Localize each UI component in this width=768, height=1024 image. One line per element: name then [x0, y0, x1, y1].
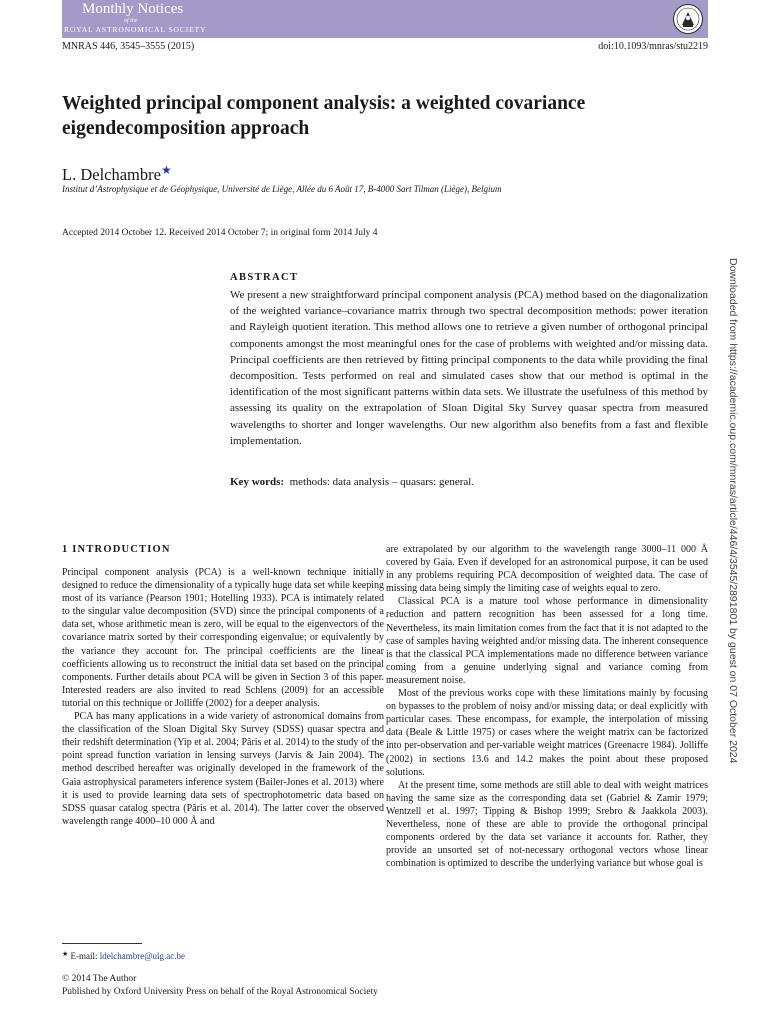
abstract-text: We present a new straightforward principal component analysis (PCA) method based on the diagonalization of the weighted variance–covariance matrix through two spectral decomposition methods: power iteration and Rayleigh quotient iteration. This method allows one to retrieve a given number of orthogonal principal components amongst the most meaningful ones for the case of problems with weighted and/or missing data. Principal coefficients are then retrieved by fitting principal components to the data while providing the final decomposition. Tests performed on real and simulated cases show that our method is optimal in the identification of the most significant patterns within data sets. We illustrate the usefulness of this method by assessing its quality on the extrapolation of Sloan Digital Sky Survey quasar spectra from measured wavelengths to shorter and longer wavelengths. Our new algorithm also benefits from a fast and flexible implementation.	[230, 289, 708, 447]
footnote	[62, 949, 185, 962]
citation: MNRAS 446, 3545–3555 (2015)	[62, 41, 195, 52]
paragraph: At the present time, some methods are still able to deal with weight matrices having the same size as the corresponding data set (Gabriel & Zamir 1979; Wentzell et al. 1997; Tipping & Bishop 1999; Srebro & Jaakkola 2003). Nevertheless, none of these are able to provide the orthogonal principal components ordered by the data set variance it accounts for. Rather, they provide an unsorted set of not-necessary orthogonal vectors whose linear combination is optimized to describe the underlying variance but whose goal is	[386, 779, 708, 870]
paragraph: Most of the previous works cope with these limitations mainly by focusing on bypasses to the problem of noisy and/or missing data; or deal explicitly with particular cases. These encompass, for example, the interpolation of missing data (Beale & Little 1975) or cases where the weight matrix can be factorized into per-observation and per-variable weight matrices (Greenacre 1984). Jolliffe (2002) in sections 13.6 and 14.2 makes the point about these proposed solutions.	[386, 688, 708, 778]
download-note: Downloaded from https://academic.oup.com/mnras/article/446/4/3545/2891801 by guest on 07 October 2024	[727, 258, 739, 764]
author-name: L. Delchambre	[62, 165, 161, 184]
paragraph: are extrapolated by our algorithm to the wavelength range 3000–11 000 Å covered by Gaia. Even if developed for an astronomical purpose, it can be used in any problems requiring PCA decomposition of weighted data. The case of missing data being simply the limiting case of weights equal to zero.	[386, 544, 708, 595]
body-column-right	[386, 543, 708, 870]
journal-name-of: of the	[124, 18, 138, 24]
body-column-left	[62, 543, 384, 828]
keywords-text: methods: data analysis – quasars: general.	[289, 476, 475, 488]
abstract-heading: ABSTRACT	[230, 272, 299, 283]
paragraph: Principal component analysis (PCA) is a well-known technique initially designed to reduce the dimensionality of a typically huge data set while keeping most of its variance (Pearson 1901; Hotelling 1933). PCA is intimately related to the singular value decomposition (SVD) since the principal components of a data set, whose arithmetic mean is zero, will be equal to the eigenvectors of the covariance matrix sorted by their corresponding eigenvalue; or equivalently by the variance they account for. The principal coefficients are the linear coefficients allowing us to reconstruct the initial data set based on the principal components. Further details about PCA will be given in Section 3 of this paper. Interested readers are also invited to read Schlens (2009) for an accessible tutorial on this technique or Jolliffe (2002) for a deeper analysis.	[62, 567, 384, 709]
society-name: ROYAL ASTRONOMICAL SOCIETY	[64, 25, 207, 34]
keywords-label: Key words:	[230, 476, 285, 488]
section-heading: 1 INTRODUCTION	[62, 544, 171, 555]
paragraph: Classical PCA is a mature tool whose performance in dimensionality reduction and pattern recognition has been assessed for a long time. Nevertheless, its main limitation comes from the fact that it is not adapted to the case of samples having weighted and/or missing data. The inherent consequence is that the classical PCA implementations made no difference between variance coming from a genuine underlying signal and variance coming from measurement noise.	[386, 596, 708, 686]
publication-dates: Accepted 2014 October 12. Received 2014 October 7; in original form 2014 July 4	[62, 228, 378, 238]
journal-name: Monthly Notices	[82, 1, 184, 17]
author-footnote-marker[interactable]: ★	[160, 163, 172, 177]
publisher-line: Published by Oxford University Press on behalf of the Royal Astronomical Society	[62, 987, 378, 997]
citation-line	[62, 41, 708, 53]
copyright-line: © 2014 The Author	[62, 974, 137, 984]
doi[interactable]: doi:10.1093/mnras/stu2219	[598, 41, 708, 52]
author-line	[62, 160, 172, 185]
author-affiliation: Institut d’Astrophysique et de Géophysique, Université de Liège, Allée du 6 Août 17, B-4000 Sart Tilman (Liège), Belgium	[62, 184, 502, 194]
author-email-link[interactable]: ldelchambre@ulg.ac.be	[99, 951, 186, 961]
paragraph: PCA has many applications in a wide variety of astronomical domains from the classification of the Sloan Digital Sky Survey (SDSS) quasar spectra and their redshift determination (Yip et al. 2004; Pâris et al. 2014) to the study of the point spread function variation in lensing surveys (Jarvis & Jain 2004). The method described hereafter was originally developed in the framework of the Gaia astrophysical parameters inference system (Bailer-Jones et al. 2013) where it is used to provide learning data sets of spectrophotometric data based on SDSS quasar catalog spectra (Pâris et al. 2014). The latter cover the observed wavelength range 4000–10 000 Å and	[62, 711, 384, 827]
footnote-rule	[62, 943, 142, 944]
journal-banner	[62, 0, 708, 38]
keywords	[230, 475, 708, 489]
paper-title: Weighted principal component analysis: a weighted covariance eigendecomposition approach	[62, 93, 586, 139]
society-seal-icon	[672, 3, 704, 35]
footnote-marker: ★	[62, 950, 69, 958]
footnote-label: E-mail:	[70, 951, 98, 961]
